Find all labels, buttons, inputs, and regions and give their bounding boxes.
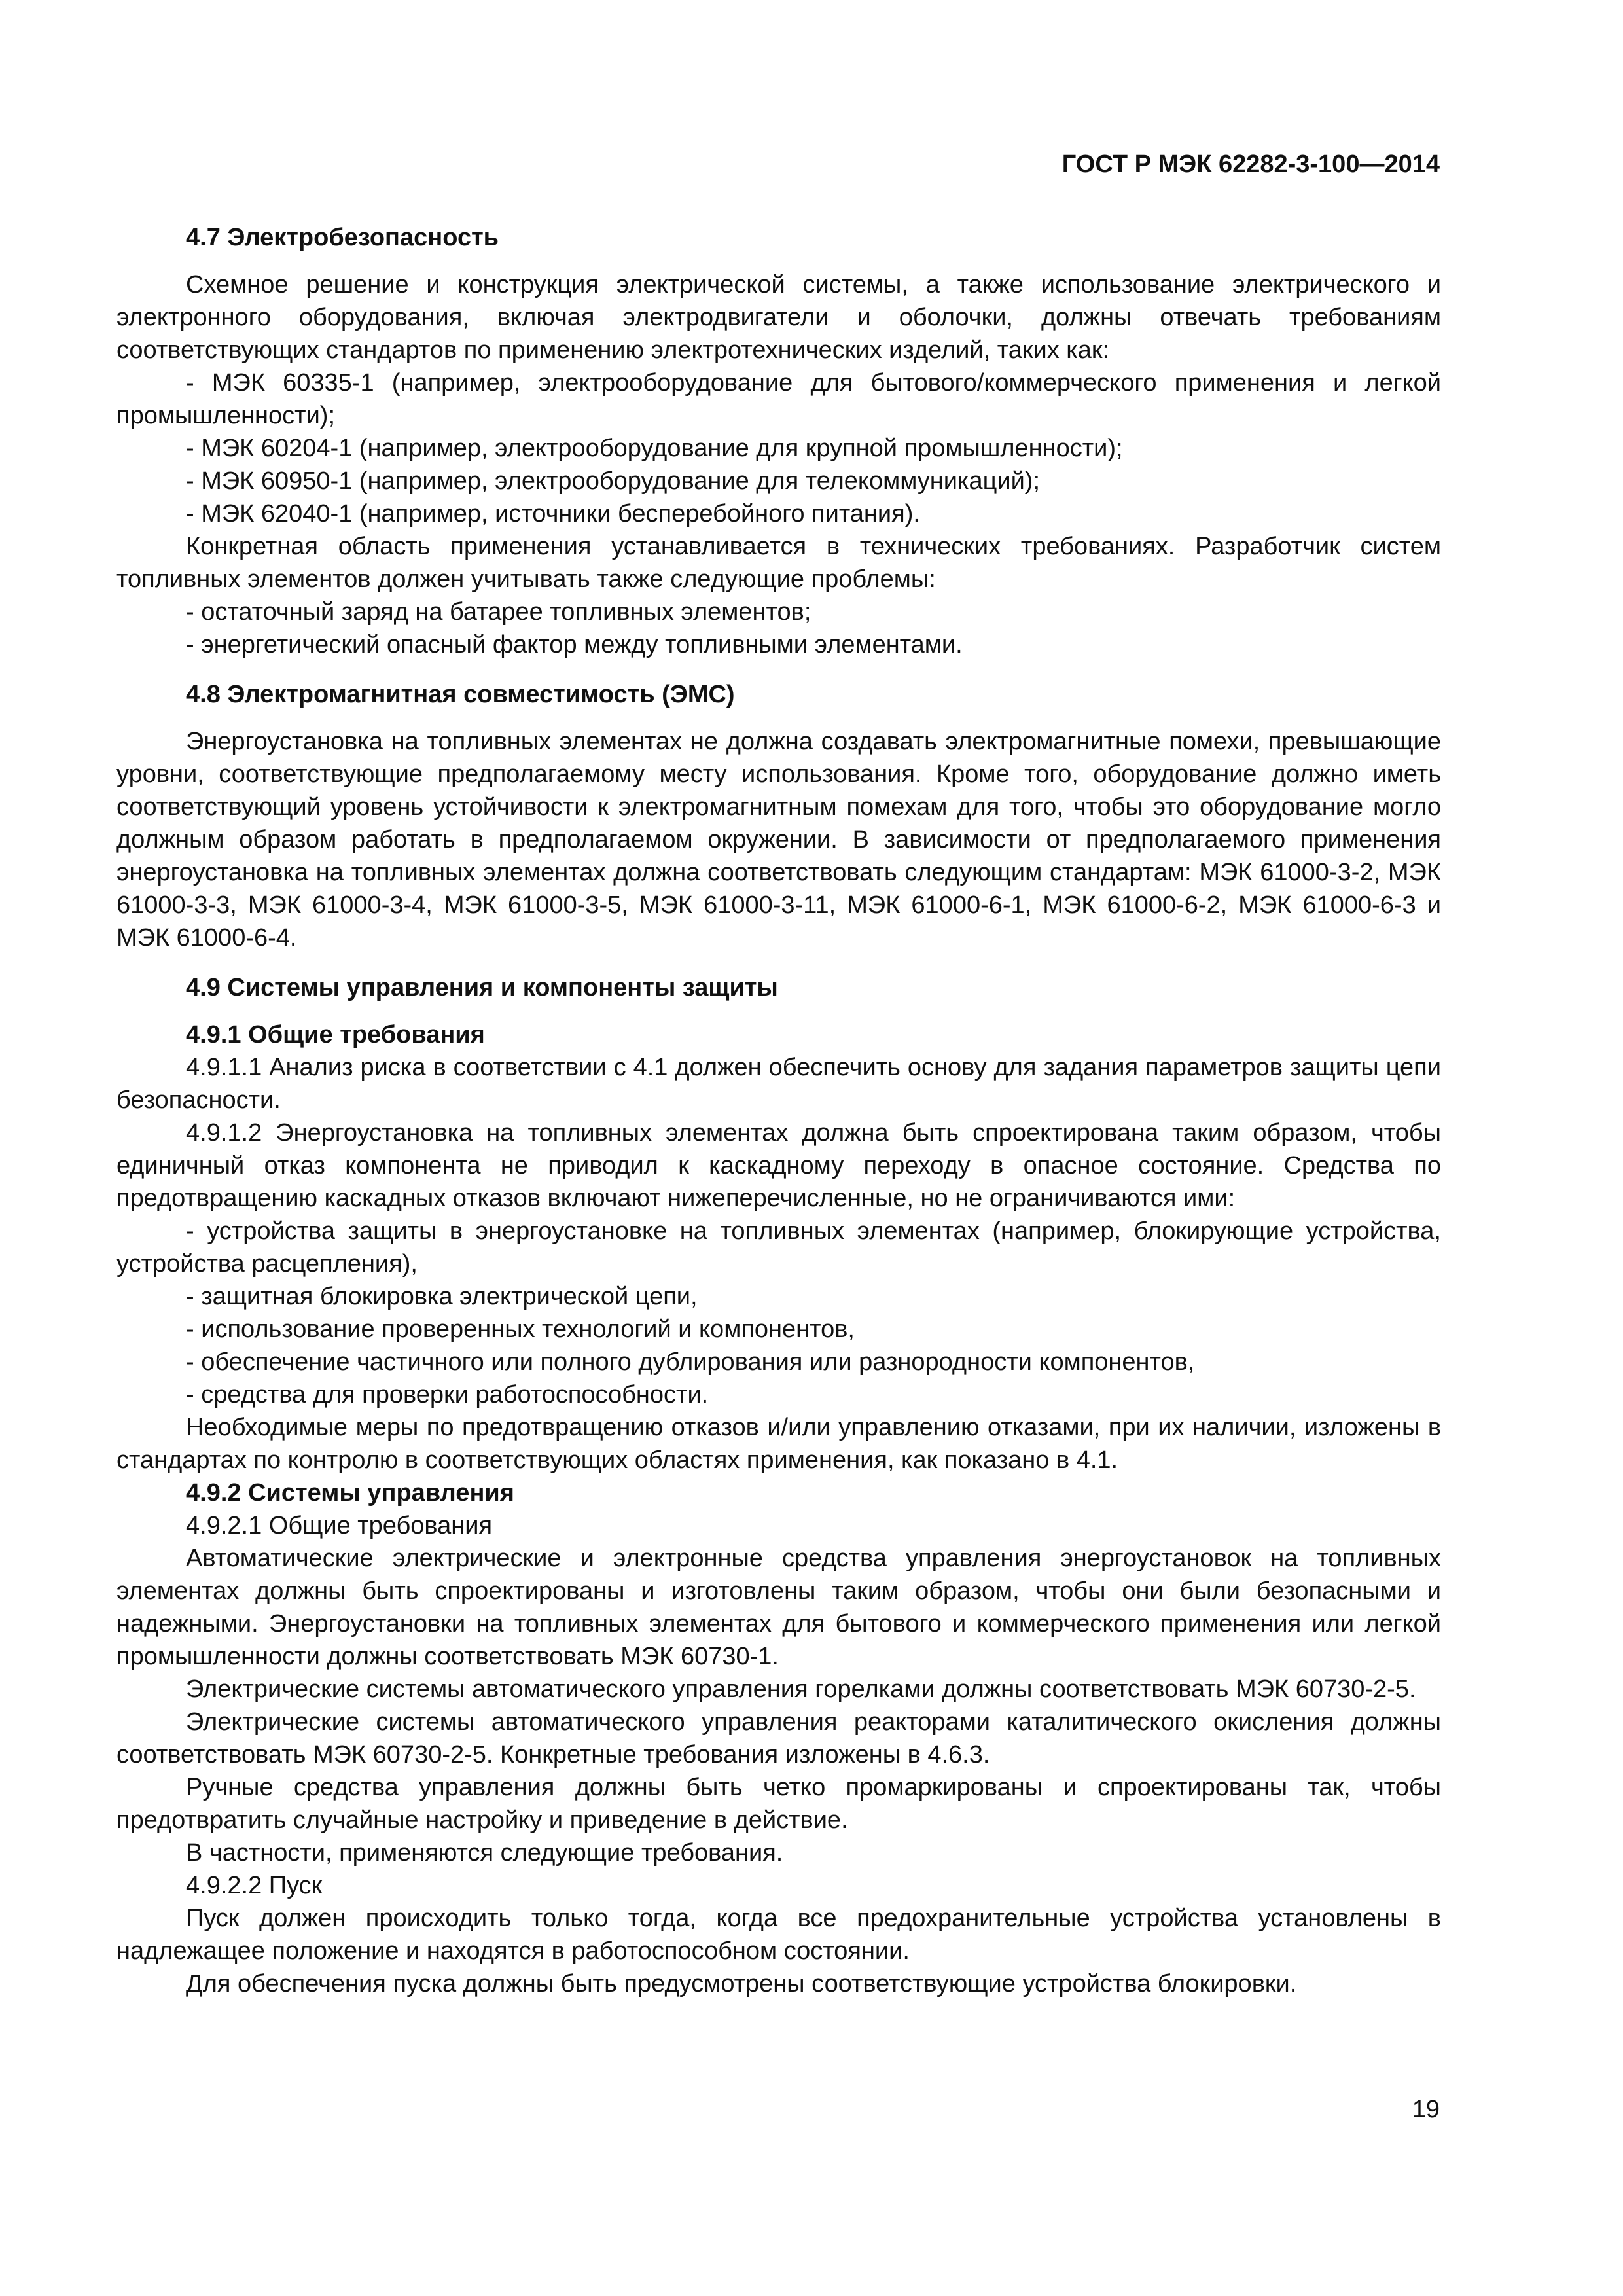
- list-item: - обеспечение частичного или полного дублирования или разнородности компонентов,: [186, 1348, 1195, 1376]
- section-4-9-title: 4.9 Системы управления и компоненты защиты: [186, 974, 778, 1001]
- section-4-7-title: 4.7 Электробезопасность: [186, 224, 499, 251]
- measures-paragraph: Необходимые меры по предотвращению отказов и/или управлению отказами, при их наличии, изложены в стандартах по контролю в соответствующих областях применения, как показано в 4.1.: [116, 1414, 1441, 1474]
- interlock-paragraph: Для обеспечения пуска должны быть предусмотрены соответствующие устройства блокировки.: [186, 1970, 1297, 1998]
- burners-paragraph: Электрические системы автоматического управления горелками должны соответствовать МЭК 60730-2-5.: [186, 1676, 1416, 1703]
- start-paragraph: Пуск должен происходить только тогда, когда все предохранительные устройства установлены в надлежащее положение и находятся в работоспособном состоянии.: [116, 1905, 1441, 1965]
- reactors-paragraph: Электрические системы автоматического управления реакторами каталитического окисления должны соответствовать МЭК 60730-2-5. Конкретные требования изложены в 4.6.3.: [116, 1708, 1441, 1768]
- subsection-4-9-2-title: 4.9.2 Системы управления: [186, 1479, 514, 1507]
- clause-4-9-2-2-title: 4.9.2.2 Пуск: [186, 1872, 323, 1899]
- document-body: [116, 221, 1441, 2000]
- list-item: - остаточный заряд на батарее топливных элементов;: [186, 598, 812, 626]
- automatic-controls-paragraph: Автоматические электрические и электронные средства управления энергоустановок на топливных элементах должны быть спроектированы и изготовлены таким образом, чтобы они были безопасными и надежными. Энергоустановки на топливных элементах для бытового и коммерческого применения или легкой промышленности должны соответствовать МЭК 60730-1.: [116, 1545, 1441, 1670]
- clause-4-9-1-2: 4.9.1.2 Энергоустановка на топливных элементах должна быть спроектирована таким образом, чтобы единичный отказ компонента не приводил к каскадному переходу в опасное состояние. Средства по предотвращению каскадных отказов включают нижеперечисленные, но не ограничиваются ими:: [116, 1119, 1441, 1212]
- section-4-8-title: 4.8 Электромагнитная совместимость (ЭМС): [186, 681, 735, 708]
- document-header-code: ГОСТ Р МЭК 62282-3-100—2014: [1061, 151, 1440, 178]
- clause-4-9-1-1: 4.9.1.1 Анализ риска в соответствии с 4.1 должен обеспечить основу для задания параметров защиты цепи безопасности.: [116, 1054, 1441, 1114]
- page-number: 19: [1412, 2096, 1440, 2123]
- list-item: - МЭК 60950-1 (например, электрооборудование для телекоммуникаций);: [186, 467, 1041, 495]
- list-item: - устройства защиты в энергоустановке на топливных элементах (например, блокирующие устройства, устройства расцепления),: [116, 1217, 1441, 1278]
- particular-requirements-paragraph: В частности, применяются следующие требования.: [186, 1839, 783, 1867]
- section-4-8-paragraph-1: Энергоустановка на топливных элементах не должна создавать электромагнитные помехи, превышающие уровни, соответствующие предполагаемому месту использования. Кроме того, оборудование должно иметь соответствующий уровень устойчивости к электромагнитным помехам для того, чтобы это оборудование могло должным образом работать в предполагаемом окружении. В зависимости от предполагаемого применения энергоустановка на топливных элементах должна соответствовать следующим стандартам: МЭК 61000-3-2, МЭК 61000-3-3, МЭК 61000-3-4, МЭК 61000-3-5, МЭК 61000-3-11, МЭК 61000-6-1, МЭК 61000-6-2, МЭК 61000-6-3 и МЭК 61000-6-4.: [116, 728, 1441, 952]
- clause-4-9-2-1-title: 4.9.2.1 Общие требования: [186, 1512, 493, 1539]
- subsection-4-9-1-title: 4.9.1 Общие требования: [186, 1021, 485, 1049]
- list-item: - защитная блокировка электрической цепи,: [186, 1283, 698, 1310]
- list-item: - энергетический опасный фактор между топливными элементами.: [186, 631, 963, 658]
- section-4-7-paragraph-1: Схемное решение и конструкция электрической системы, а также использование электрического и электронного оборудования, включая электродвигатели и оболочки, должны отвечать требованиям соответствующих стандартов по применению электротехнических изделий, таких как:: [116, 271, 1441, 364]
- section-4-7-paragraph-2: Конкретная область применения устанавливается в технических требованиях. Разработчик систем топливных элементов должен учитывать также следующие проблемы:: [116, 533, 1441, 593]
- list-item: - МЭК 62040-1 (например, источники бесперебойного питания).: [186, 500, 920, 528]
- list-item: - МЭК 60204-1 (например, электрооборудование для крупной промышленности);: [186, 435, 1123, 462]
- manual-controls-paragraph: Ручные средства управления должны быть четко промаркированы и спроектированы так, чтобы предотвратить случайные настройку и приведение в действие.: [116, 1774, 1441, 1834]
- list-item: - МЭК 60335-1 (например, электрооборудование для бытового/коммерческого применения и легкой промышленности);: [116, 369, 1441, 429]
- list-item: - использование проверенных технологий и компонентов,: [186, 1316, 855, 1343]
- list-item: - средства для проверки работоспособности.: [186, 1381, 709, 1408]
